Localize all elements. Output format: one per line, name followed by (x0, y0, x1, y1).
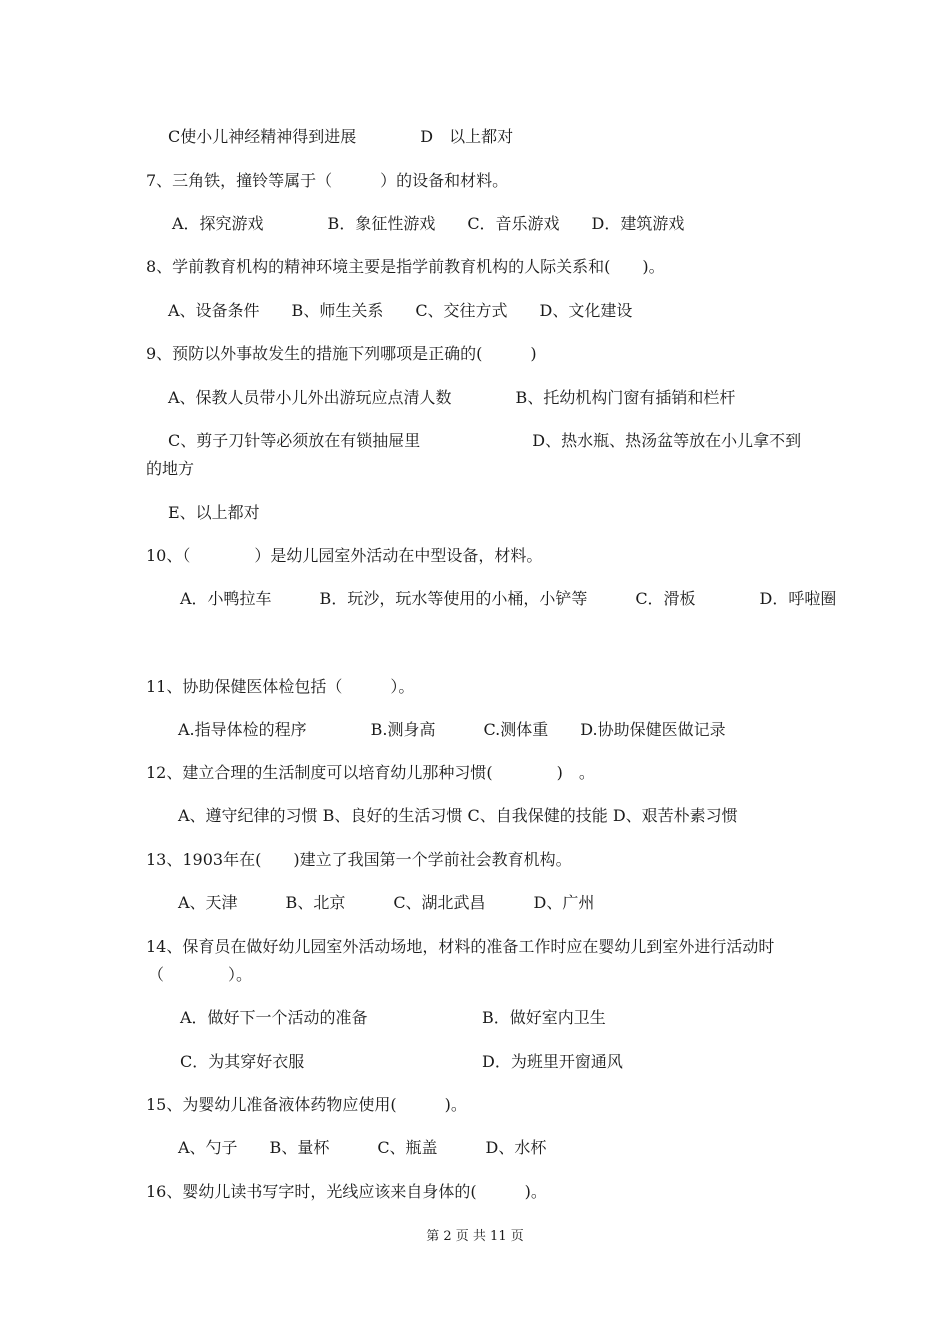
question-10-stem: 10、（ ）是幼儿园室外活动在中型设备，材料。 (146, 546, 543, 565)
question-16-stem: 16、婴幼儿读书写字时，光线应该来自身体的( )。 (146, 1182, 547, 1201)
question-7-options: A．探究游戏 B．象征性游戏 C．音乐游戏 D．建筑游戏 (172, 214, 685, 233)
question-9-stem: 9、预防以外事故发生的措施下列哪项是正确的( ) (146, 344, 537, 363)
question-14-stem: 14、保育员在做好幼儿园室外活动场地，材料的准备工作时应在婴幼儿到室外进行活动时 (146, 937, 775, 956)
question-14-option-d: D．为班里开窗通风 (482, 1052, 623, 1071)
question-13-stem: 13、1903年在( )建立了我国第一个学前社会教育机构。 (146, 850, 572, 869)
question-6-options-cd: C使小儿神经精神得到进展 D 以上都对 (168, 127, 514, 146)
question-12-options: A、遵守纪律的习惯 B、良好的生活习惯 C、自我保健的技能 D、艰苦朴素习惯 (178, 806, 738, 825)
question-7-stem: 7、三角铁，撞铃等属于（ ）的设备和材料。 (146, 171, 509, 190)
question-14-option-c: C．为其穿好衣服 (180, 1052, 305, 1071)
question-11-options: A.指导体检的程序 B.测身高 C.测体重 D.协助保健医做记录 (178, 720, 726, 739)
question-12-stem: 12、建立合理的生活制度可以培育幼儿那种习惯( ) 。 (146, 763, 595, 782)
page-number-footer: 第 2 页 共 11 页 (426, 1229, 524, 1244)
question-10-options: A．小鸭拉车 B．玩沙，玩水等使用的小桶，小铲等 C．滑板 D．呼啦圈 (180, 589, 837, 608)
question-9-options-cd: C、剪子刀针等必须放在有锁抽屉里 D、热水瓶、热汤盆等放在小儿拿不到 (168, 431, 802, 450)
question-8-stem: 8、学前教育机构的精神环境主要是指学前教育机构的人际关系和( )。 (146, 257, 665, 276)
question-14-stem-wrap: （ ）。 (148, 965, 253, 984)
question-15-options: A、勺子 B、量杯 C、瓶盖 D、水杯 (178, 1138, 547, 1157)
question-14-option-a: A．做好下一个活动的准备 (180, 1008, 368, 1027)
question-9-options-ab: A、保教人员带小儿外出游玩应点清人数 B、托幼机构门窗有插销和栏杆 (168, 388, 736, 407)
question-9-option-e: E、以上都对 (168, 503, 260, 522)
question-9-options-cd-wrap: 的地方 (146, 459, 195, 478)
question-14-option-b: B．做好室内卫生 (482, 1008, 606, 1027)
question-8-options: A、设备条件 B、师生关系 C、交往方式 D、文化建设 (168, 301, 633, 320)
question-15-stem: 15、为婴幼儿准备液体药物应使用( )。 (146, 1095, 467, 1114)
question-11-stem: 11、协助保健医体检包括（ ）。 (146, 677, 415, 696)
question-13-options: A、天津 B、北京 C、湖北武昌 D、广州 (178, 893, 595, 912)
